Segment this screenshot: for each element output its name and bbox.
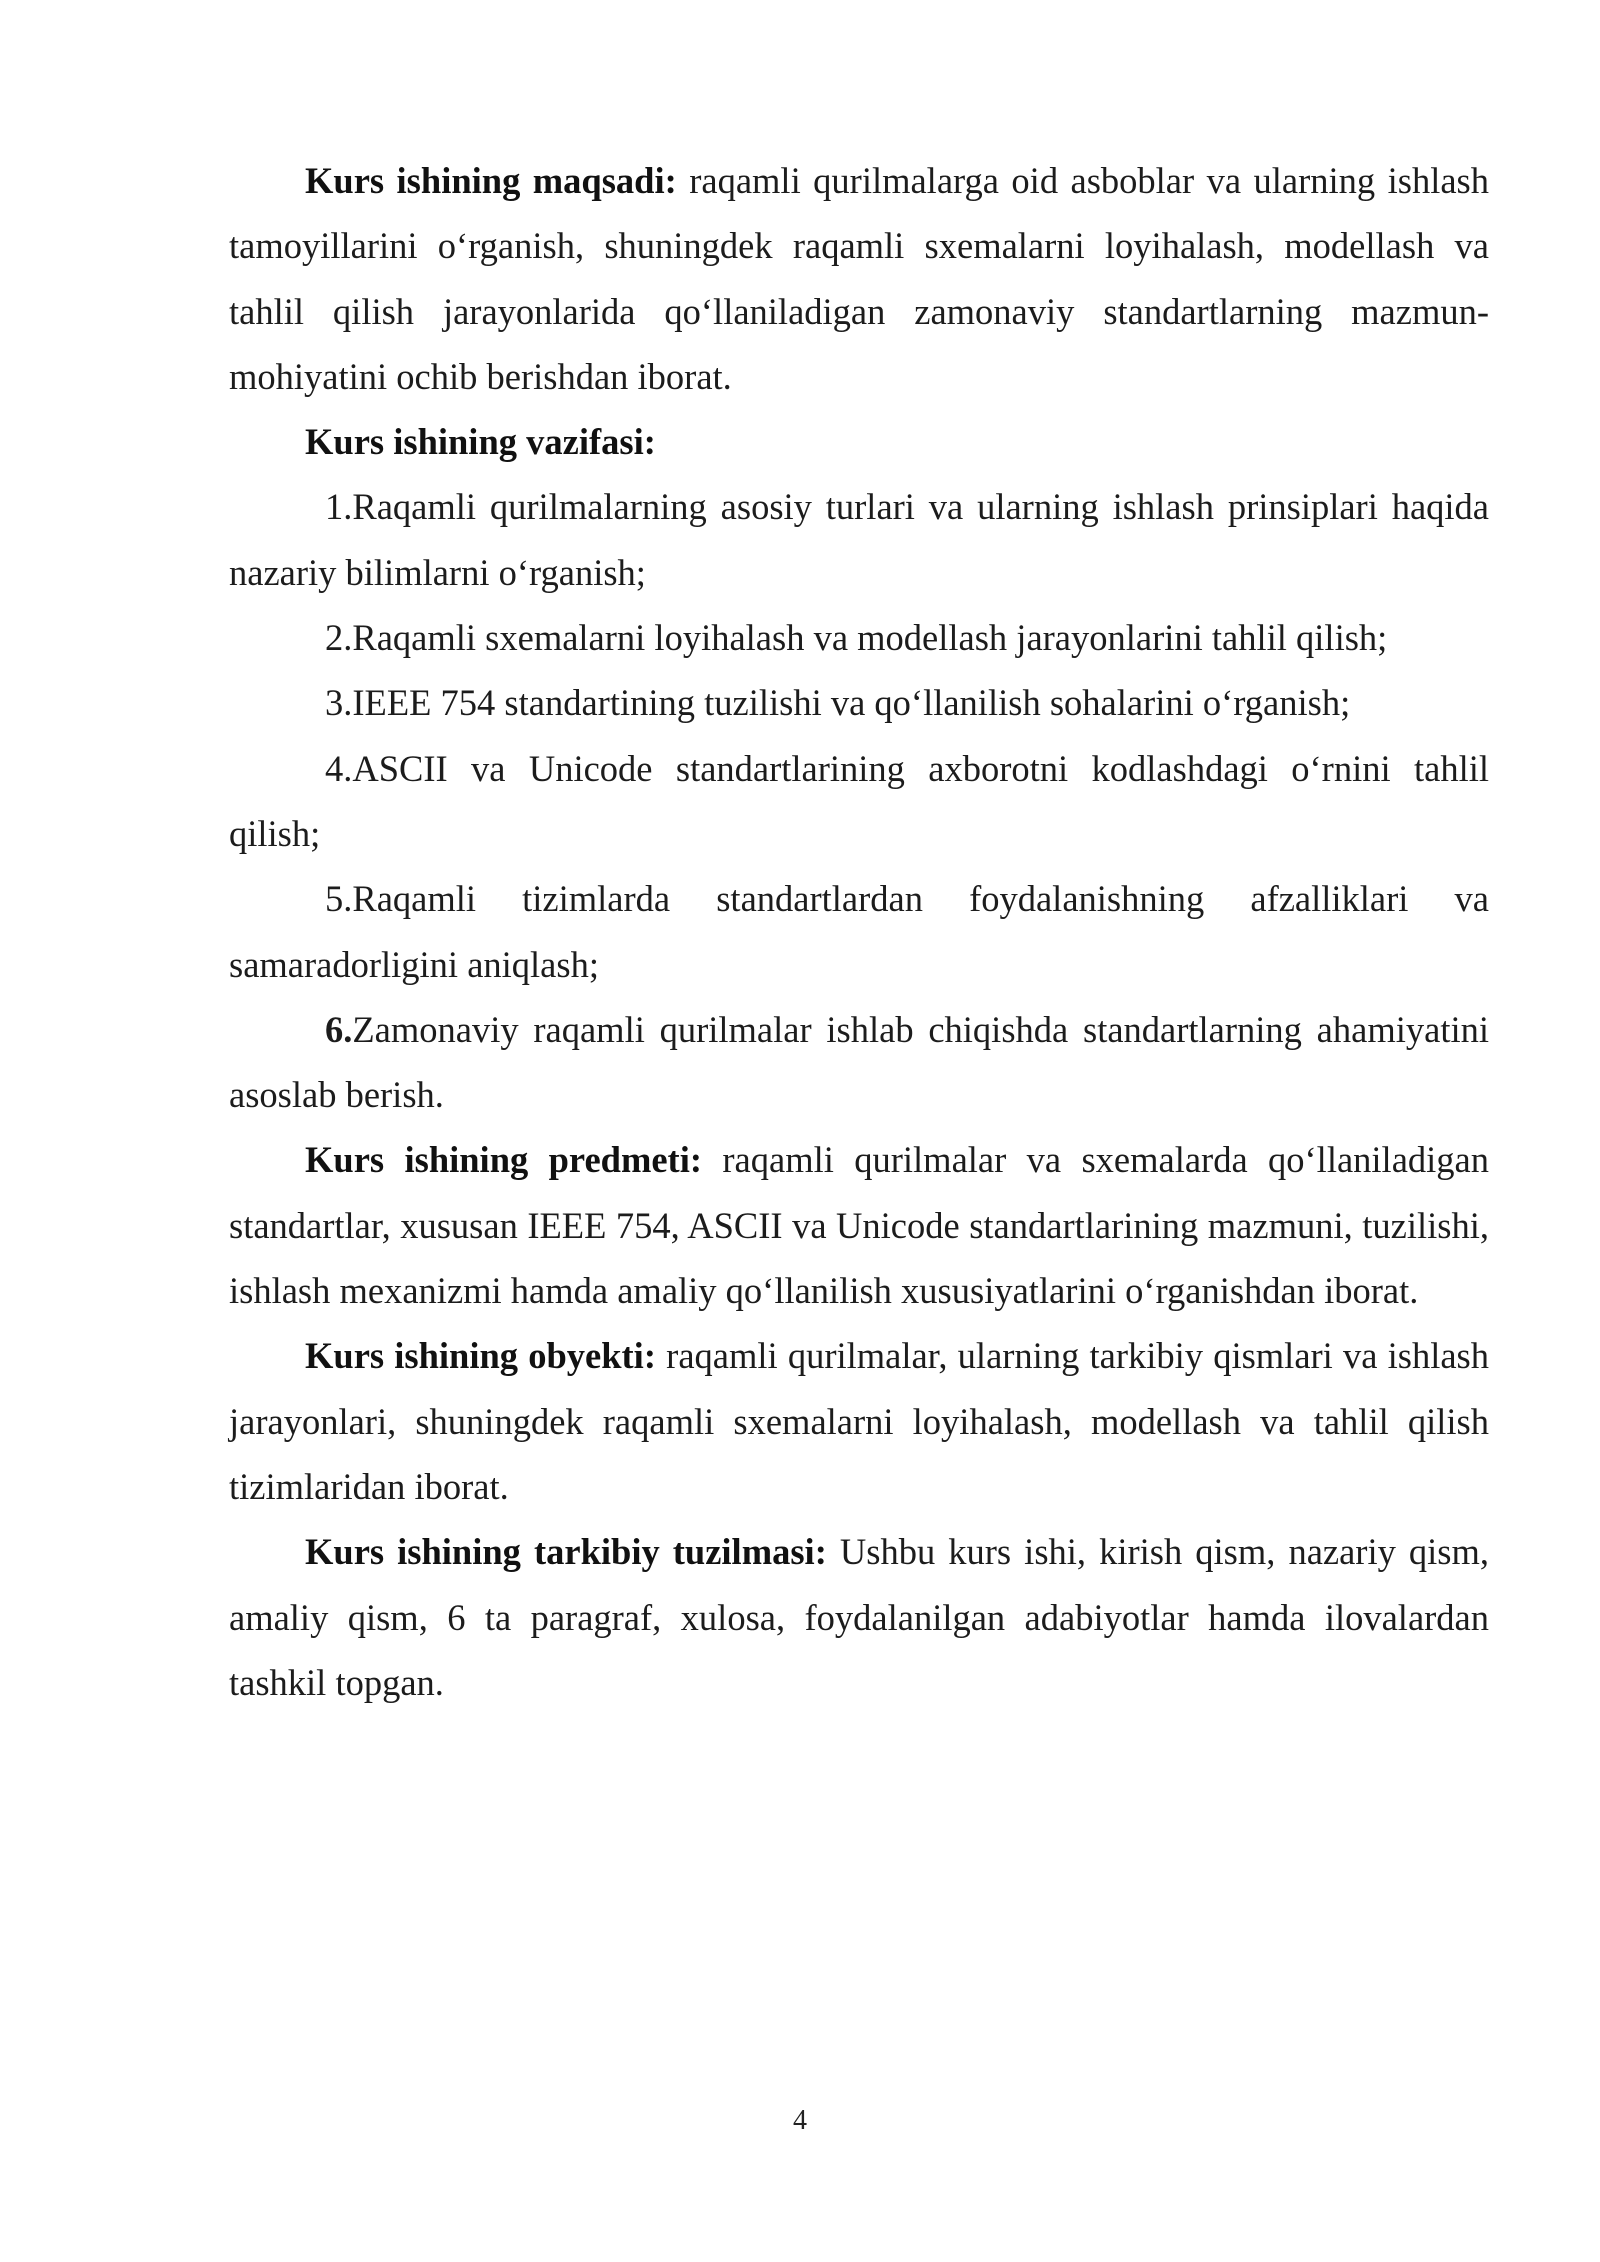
task-text-5: Raqamli tizimlarda standartlardan foydalanishning afzalliklari va samaradorligini aniqlash; [229, 878, 1489, 985]
task-text-1: Raqamli qurilmalarning asosiy turlari va ularning ishlash prinsiplari haqida nazariy bilimlarni o‘rganish; [229, 486, 1489, 593]
task-number-2: 2. [325, 617, 353, 659]
task-item-2 [229, 605, 1489, 670]
task-number-1: 1. [325, 486, 353, 528]
task-number-6: 6. [325, 1008, 353, 1050]
obyekt-label: Kurs ishining obyekti: [305, 1335, 656, 1377]
paragraph-obyekt [229, 1323, 1489, 1519]
task-text-2: Raqamli sxemalarni loyihalash va modellash jarayonlarini tahlil qilish; [352, 617, 1388, 659]
task-number-4: 4. [325, 747, 353, 789]
task-number-3: 3. [325, 682, 353, 724]
predmet-text: raqamli qurilmalar va sxemalarda qo‘llaniladigan standartlar, xususan IEEE 754, ASCII va Unicode standartlarining mazmuni, tuzilishi, ishlash mexanizmi hamda amaliy qo‘llanilish xususiyatlarini o‘rganishdan iborat. [229, 1139, 1489, 1312]
task-item-5 [229, 866, 1489, 997]
task-text-6: Zamonaviy raqamli qurilmalar ishlab chiqishda standartlarning ahamiyatini asoslab berish. [229, 1008, 1489, 1116]
paragraph-maqsad [229, 148, 1489, 409]
predmet-label: Kurs ishining predmeti: [305, 1139, 703, 1181]
obyekt-text: raqamli qurilmalar, ularning tarkibiy qismlari va ishlash jarayonlari, shuningdek raqamli sxemalarni loyihalash, modellash va tahlil qilish tizimlaridan iborat. [229, 1335, 1490, 1507]
task-text-4: ASCII va Unicode standartlarining axborotni kodlashdagi o‘rnini tahlil qilish; [229, 747, 1489, 854]
maqsad-text: raqamli qurilmalarga oid asboblar va ularning ishlash tamoyillarini o‘rganish, shuningdek raqamli sxemalarni loyihalash, modellash va tahlil qilish jarayonlarida qo‘llaniladigan zamonaviy standartlarning mazmun-mohiyatini ochib berishdan iborat. [229, 160, 1489, 397]
vazifa-heading: Kurs ishining vazifasi: [305, 421, 656, 463]
maqsad-label: Kurs ishining maqsadi: [305, 160, 677, 201]
paragraph-tuzilma [229, 1519, 1489, 1715]
task-text-3: IEEE 754 standartining tuzilishi va qo‘llanilish sohalarini o‘rganish; [352, 682, 1351, 724]
tuzilma-text: Ushbu kurs ishi, kirish qism, nazariy qism, amaliy qism, 6 ta paragraf, xulosa, foydalanilgan adabiyotlar hamda ilovalardan tashkil topgan. [229, 1531, 1490, 1703]
task-item-3 [229, 670, 1489, 735]
task-item-1 [229, 474, 1489, 605]
task-item-4 [229, 736, 1489, 867]
task-number-5: 5. [325, 878, 353, 920]
task-item-6 [229, 997, 1489, 1128]
page-number: 4 [793, 2105, 807, 2136]
paragraph-predmet [229, 1127, 1489, 1323]
document-page [229, 148, 1489, 1715]
tuzilma-label: Kurs ishining tarkibiy tuzilmasi: [305, 1531, 827, 1573]
